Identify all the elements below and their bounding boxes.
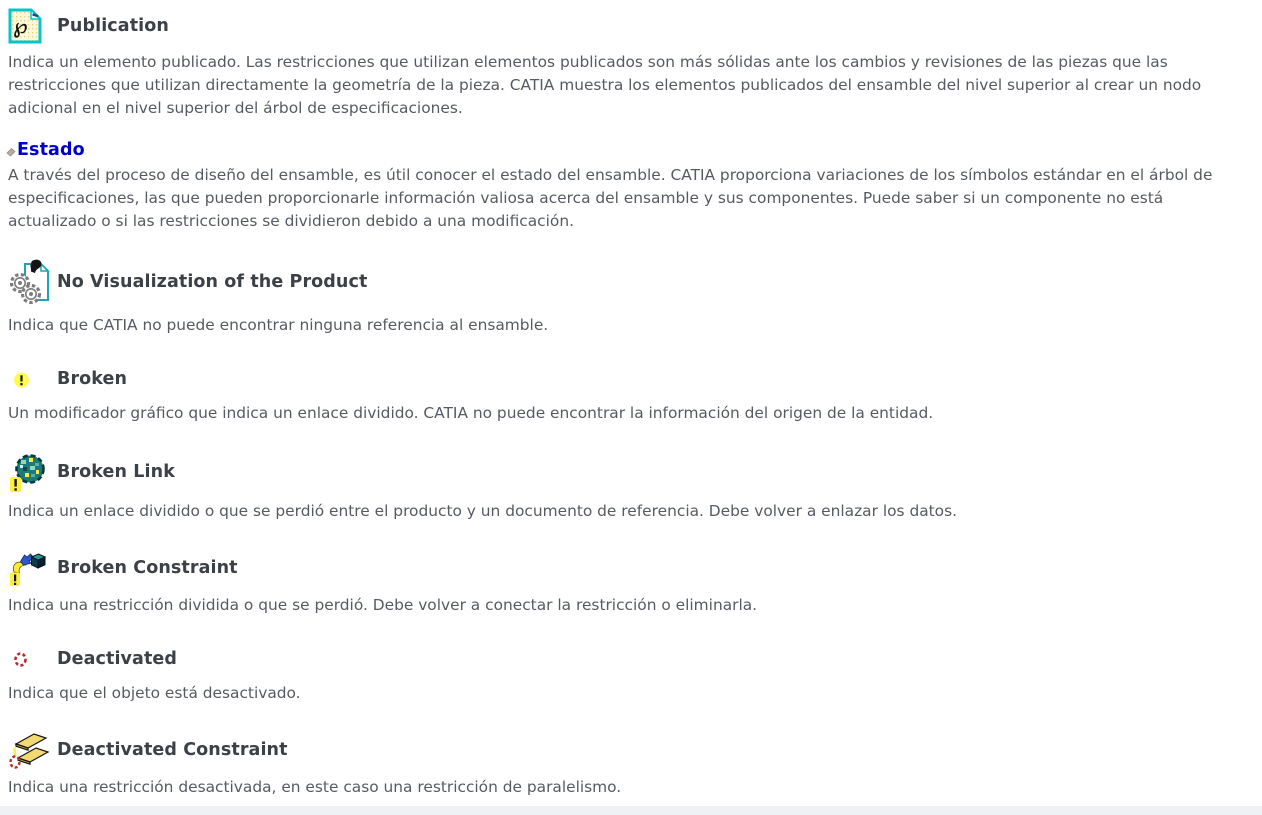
section-description: Un modificador gráfico que indica un enlace dividido. CATIA no puede encontrar la información del origen de la entidad. [8,404,934,422]
broken-warning-icon [8,371,57,388]
section-description: Indica un enlace dividido o que se perdió entre el producto y un documento de referencia. Debe volver a enlazar los datos. [8,502,958,520]
section-no-visualization [8,259,1246,337]
section-deactivated [8,643,1246,705]
section-title: Broken [57,368,128,389]
anchor-link-icon [6,147,16,157]
section-description: Indica un elemento publicado. Las restricciones que utilizan elementos publicados son más sólidas ante los cambios y revisiones de las piezas que las restricciones que utilizan directamente la geometría de la pieza. CATIA muestra los elementos publicados del ensamble del nivel superior al crear un nodo adicional en el nivel superior del árbol de especificaciones. [8,53,1202,117]
section-title: No Visualization of the Product [57,271,368,292]
section-broken-link [8,451,1246,523]
bottom-scroll-strip[interactable] [0,806,1262,815]
section-description: Indica que el objeto está desactivado. [8,684,301,702]
section-description: Indica que CATIA no puede encontrar ninguna referencia al ensamble. [8,316,549,334]
broken-link-icon [8,451,57,493]
deactivated-icon [8,650,57,668]
section-broken [8,363,1246,425]
section-title: Broken Link [57,461,175,482]
deactivated-constraint-icon [8,731,57,769]
section-title: Broken Constraint [57,557,238,578]
no-visualization-product-icon [8,259,57,305]
section-title: Deactivated Constraint [57,739,288,760]
section-title: Publication [57,15,169,36]
section-publication [8,8,1246,120]
section-title: Deactivated [57,648,178,669]
section-description: Indica una restricción desactivada, en este caso una restricción de paralelismo. [8,778,622,796]
section-broken-constraint [8,549,1246,617]
section-deactivated-constraint [8,731,1246,799]
broken-constraint-icon [8,549,57,587]
section-description: Indica una restricción dividida o que se perdió. Debe volver a conectar la restricción o eliminarla. [8,596,758,614]
estado-link[interactable]: Estado [17,140,85,160]
section-estado [8,140,1246,233]
publication-document-icon [8,8,57,44]
section-description: A través del proceso de diseño del ensamble, es útil conocer el estado del ensamble. CATIA proporciona variaciones de los símbolos estándar en el árbol de especificaciones, las que pueden proporcionarle información valiosa acerca del ensamble y sus componentes. Puede saber si un componente no está actualizado o si las restricciones se dividieron debido a una modificación. [8,166,1213,230]
svg-text:℘: ℘ [13,14,28,38]
